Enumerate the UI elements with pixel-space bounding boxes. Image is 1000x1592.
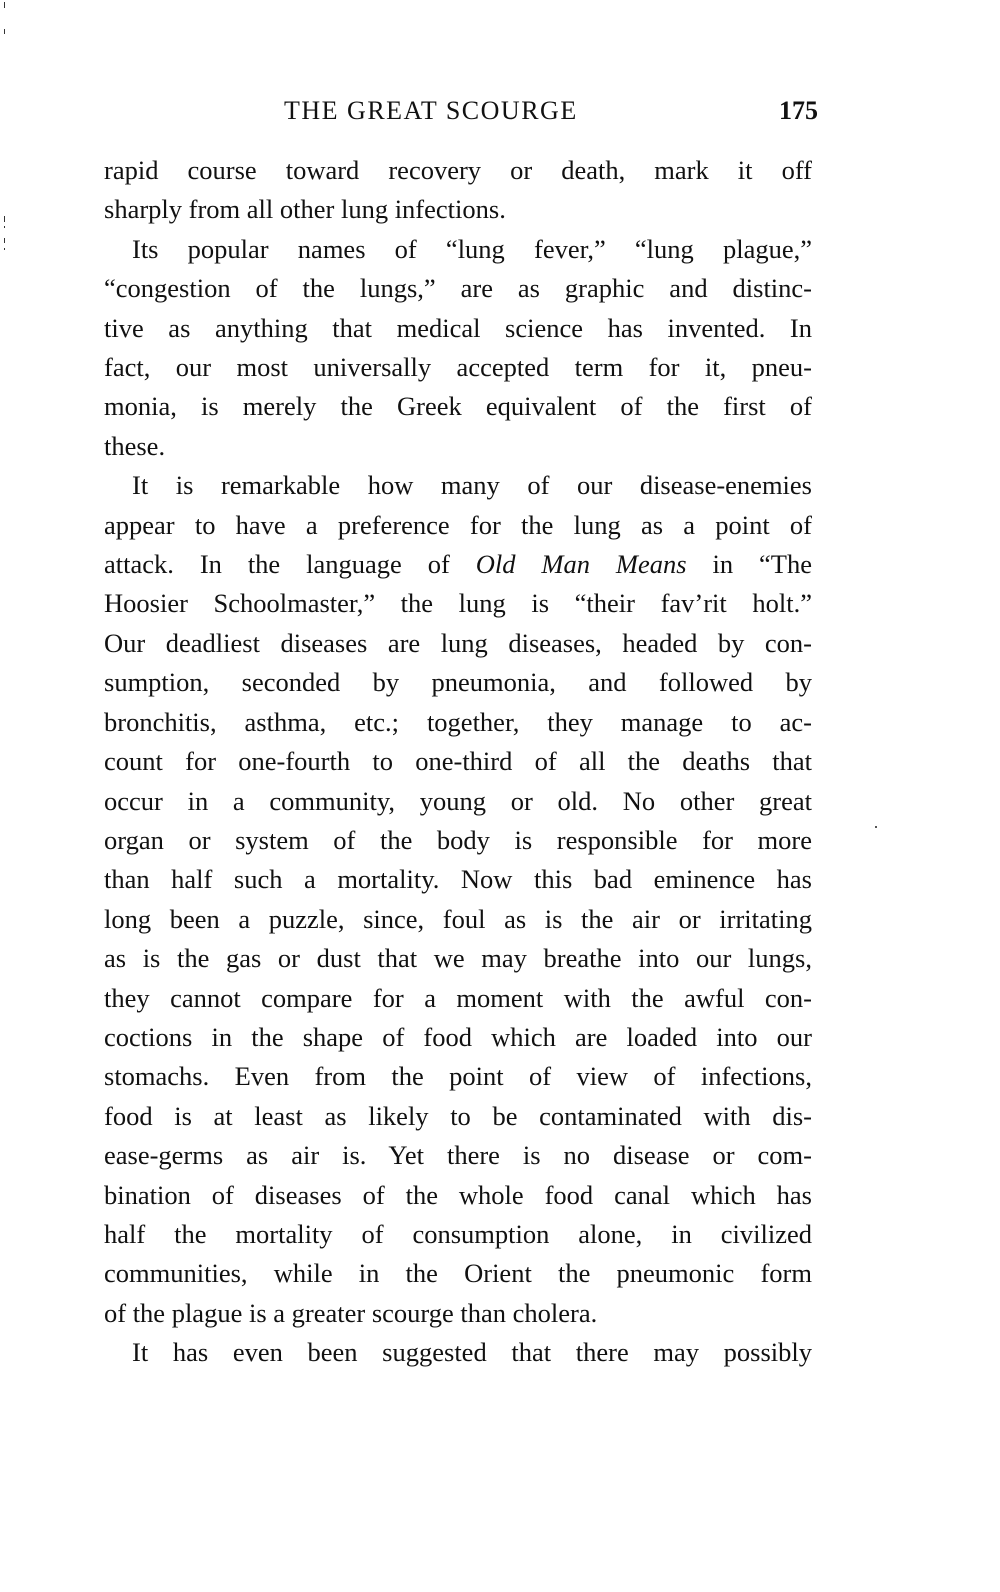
text-line: It is remarkable how many of our disease-enemies [132, 470, 812, 501]
scan-edge-mark [4, 216, 5, 222]
text-line: Its popular names of “lung fever,” “lung plague,” [132, 233, 812, 264]
text-line: coctions in the shape of food which are loaded into our [104, 1021, 812, 1052]
text-line: organ or system of the body is responsible for more [104, 824, 812, 855]
paragraph-continued [104, 151, 812, 230]
body-text [104, 151, 812, 1373]
text-line: these. [104, 430, 166, 461]
text-line: count for one-fourth to one-third of all the deaths that [104, 746, 812, 777]
paragraph [104, 1333, 812, 1372]
text-line: It has even been suggested that there may possibly [132, 1337, 812, 1368]
running-head [104, 96, 818, 136]
text-segment: attack. In the language of [104, 549, 450, 580]
text-line: as is the gas or dust that we may breathe into our lungs, [104, 943, 812, 974]
text-line: occur in a community, young or old. No other great [104, 785, 812, 816]
text-line: of the plague is a greater scourge than cholera. [104, 1297, 598, 1328]
text-line: they cannot compare for a moment with the awful con- [104, 982, 812, 1013]
scan-edge-mark [4, 238, 5, 243]
text-line: half the mortality of consumption alone, in civilized [104, 1218, 812, 1249]
running-title: THE GREAT SCOURGE [284, 96, 578, 125]
scan-edge-mark [4, 226, 5, 228]
text-line-with-italic [104, 545, 812, 584]
scan-edge-mark [4, 248, 5, 250]
text-line: than half such a mortality. Now this bad eminence has [104, 864, 812, 895]
page-number: 175 [779, 96, 818, 125]
text-line: communities, while in the Orient the pneumonic form [104, 1258, 812, 1289]
text-segment: in “The [686, 549, 812, 580]
italic-character-name: Old Man Means [475, 549, 687, 580]
text-line: food is at least as likely to be contaminated with dis- [104, 1100, 812, 1131]
text-line: “congestion of the lungs,” are as graphic and distinc- [104, 273, 812, 304]
text-line: rapid course toward recovery or death, mark it off [104, 155, 812, 185]
text-line: bination of diseases of the whole food canal which has [104, 1179, 812, 1210]
scan-edge-mark [4, 2, 5, 8]
text-line: tive as anything that medical science has invented. In [104, 312, 812, 343]
text-line: appear to have a preference for the lung as a point of [104, 509, 812, 540]
scan-edge-mark [4, 29, 5, 34]
paragraph [104, 230, 812, 466]
text-line: sharply from all other lung infections. [104, 194, 506, 225]
text-line: bronchitis, asthma, etc.; together, they manage to ac- [104, 706, 812, 737]
text-line: long been a puzzle, since, foul as is the air or irritating [104, 903, 812, 934]
scan-speck [875, 826, 877, 828]
book-page [104, 96, 818, 1373]
text-line: stomachs. Even from the point of view of infections, [104, 1061, 812, 1092]
text-line: monia, is merely the Greek equivalent of the first of [104, 391, 812, 422]
text-line: Hoosier Schoolmaster,” the lung is “their fav’rit holt.” [104, 588, 812, 619]
paragraph [104, 466, 812, 1333]
text-line: Our deadliest diseases are lung diseases, headed by con- [104, 627, 812, 658]
text-line: sumption, seconded by pneumonia, and followed by [104, 667, 812, 698]
text-line: fact, our most universally accepted term for it, pneu- [104, 352, 812, 383]
text-line: ease-germs as air is. Yet there is no disease or com- [104, 1140, 812, 1171]
